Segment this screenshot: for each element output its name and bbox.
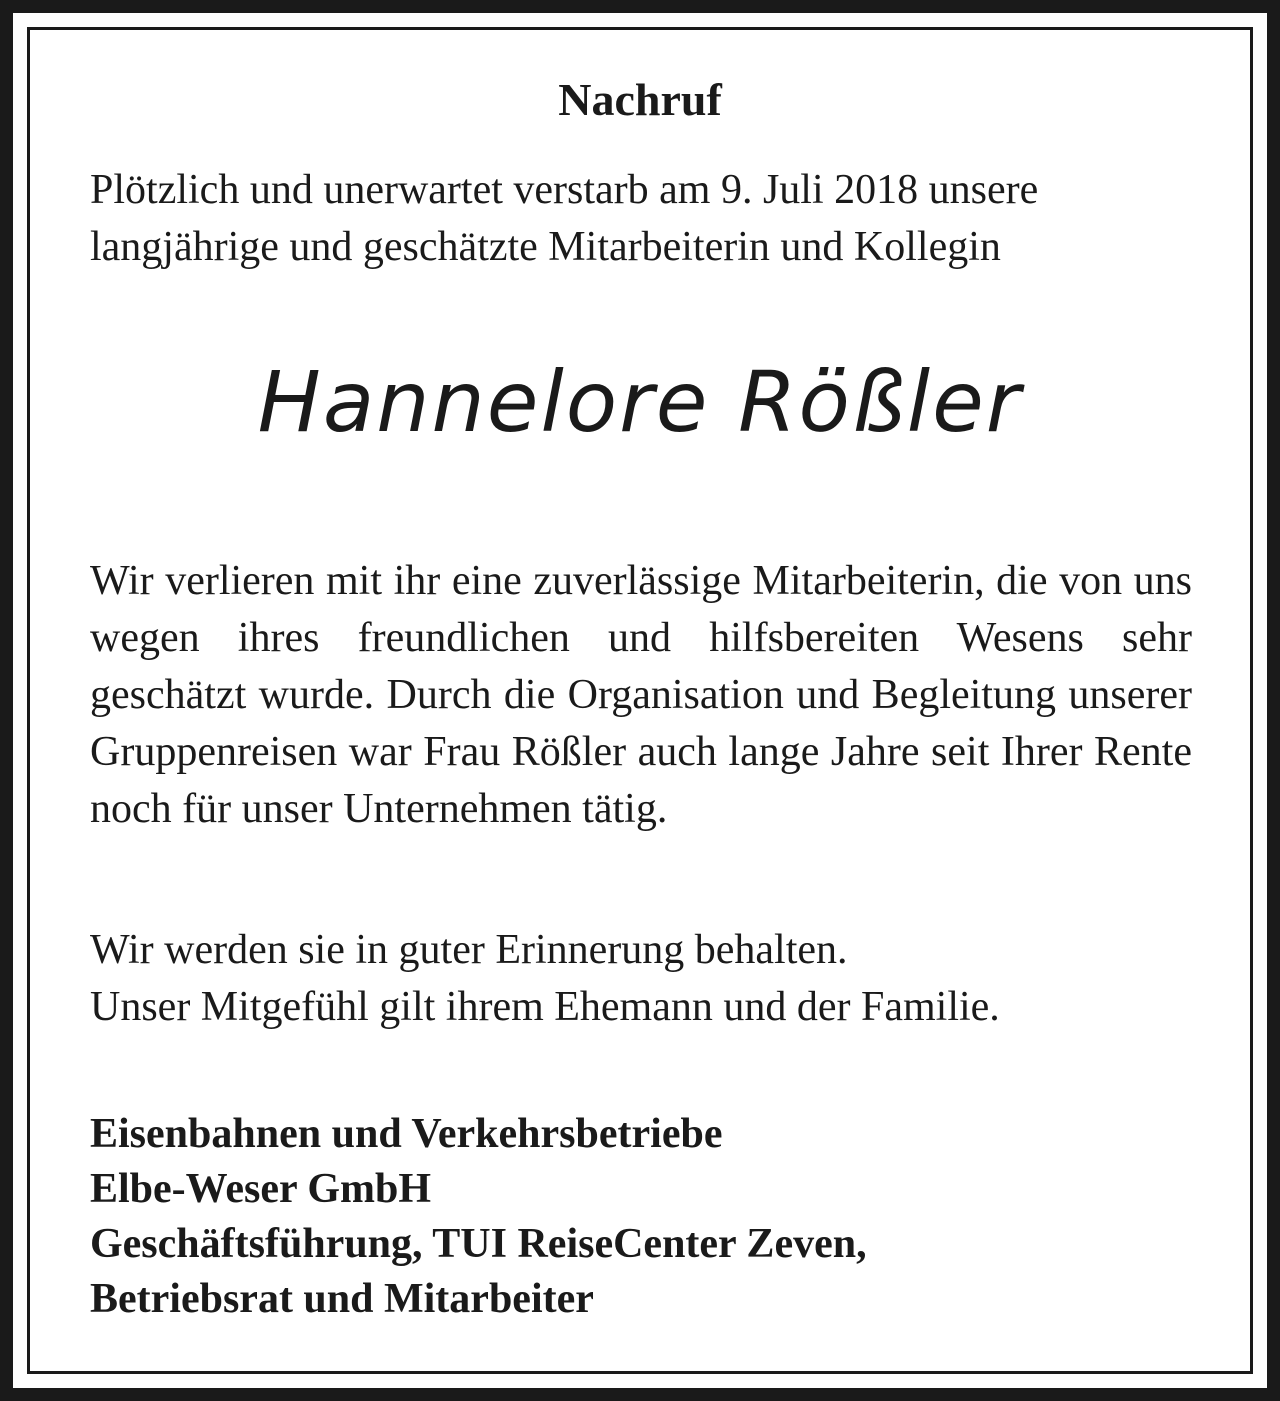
closing-line: Unser Mitgefühl gilt ihrem Ehemann und der Familie. — [90, 984, 1000, 1030]
signature-line: Geschäftsführung, TUI ReiseCenter Zeven, — [90, 1221, 867, 1267]
signature-line: Elbe-Weser GmbH — [90, 1166, 432, 1212]
deceased-name: Hannelore Rößler — [257, 353, 1023, 451]
intro-line: Plötzlich und unerwartet verstarb am 9. Juli 2018 unsere — [90, 167, 1039, 213]
closing-line: Wir werden sie in guter Erinnerung behalten. — [90, 927, 848, 973]
body-paragraph: Wir verlieren mit ihr eine zuverlässige Mitarbeiterin, die von uns wegen ihres freundlichen und hilfsbereiten Wesens sehr geschätzt wurde. Durch die Organisation und Begleitung unserer Gruppenreisen war Frau Rößler auch lange Jahre seit Ihrer Rente noch für unser Unternehmen tätig. — [90, 558, 1192, 832]
closing-text — [90, 922, 1192, 1036]
signature-line: Betriebsrat und Mitarbeiter — [90, 1276, 594, 1322]
intro-text — [90, 162, 1192, 276]
intro-line: langjährige und geschätzte Mitarbeiterin und Kollegin — [90, 224, 1001, 270]
signature-line: Eisenbahnen und Verkehrsbetriebe — [90, 1111, 723, 1157]
signature-block — [90, 1107, 1192, 1327]
notice-heading: Nachruf — [558, 74, 722, 125]
